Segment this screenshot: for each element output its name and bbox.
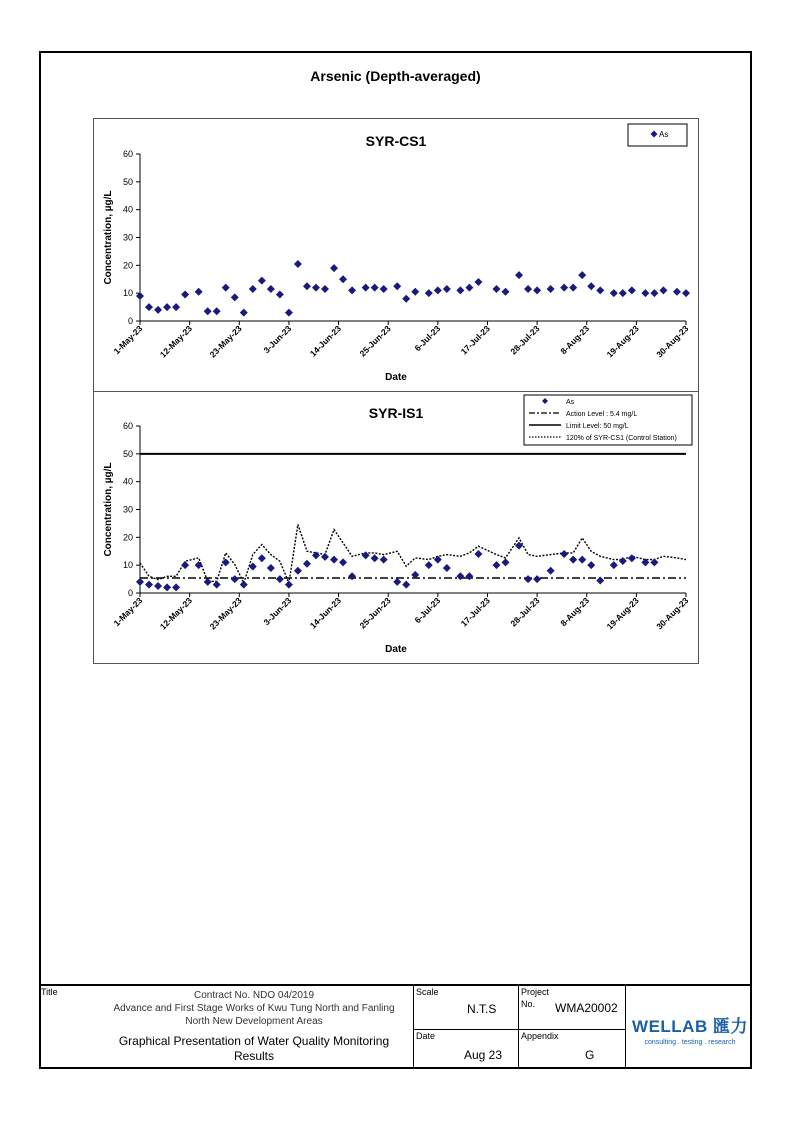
x-tick-label: 19-Aug-23 <box>604 595 641 632</box>
y-tick-label: 30 <box>122 232 133 243</box>
data-point <box>213 307 221 315</box>
data-point <box>596 286 604 294</box>
data-point <box>515 271 523 279</box>
data-point <box>154 306 162 314</box>
data-point <box>456 572 464 580</box>
x-tick-label: 28-Jul-23 <box>508 595 542 629</box>
data-point <box>380 556 388 564</box>
y-axis-label: Concentration, µg/L <box>103 190 114 285</box>
title-block <box>39 984 752 1069</box>
data-point <box>276 291 284 299</box>
appendix-value: G <box>585 1048 595 1062</box>
x-tick-label: 30-Aug-23 <box>654 595 691 632</box>
x-tick-label: 12-May-23 <box>157 595 195 632</box>
data-point <box>560 284 568 292</box>
x-tick-label: 14-Jun-23 <box>307 595 343 631</box>
appendix-label: Appendix <box>521 1031 559 1041</box>
data-point <box>434 556 442 564</box>
x-tick-label: 1-May-23 <box>111 595 145 629</box>
x-tick-label: 25-Jun-23 <box>357 595 393 631</box>
y-tick-label: 20 <box>122 260 133 271</box>
data-point <box>465 572 473 580</box>
chart-title: SYR-CS1 <box>365 133 427 149</box>
data-point <box>339 275 347 283</box>
data-point <box>524 285 532 293</box>
data-point <box>659 286 667 294</box>
data-point <box>547 285 555 293</box>
chart-syr-is1 <box>93 391 699 664</box>
x-tick-label: 23-May-23 <box>207 595 244 632</box>
data-point <box>181 561 189 569</box>
y-tick-label: 40 <box>122 476 133 487</box>
data-point <box>204 578 212 586</box>
x-tick-label: 8-Aug-23 <box>558 595 592 629</box>
x-tick-label: 30-Aug-23 <box>654 323 691 360</box>
x-tick-label: 1-May-23 <box>111 323 145 357</box>
data-point <box>294 567 302 575</box>
data-point <box>596 576 604 584</box>
data-point <box>145 303 153 311</box>
data-point <box>502 288 510 296</box>
data-point <box>213 581 221 589</box>
x-tick-label: 3-Jun-23 <box>261 323 294 356</box>
scale-value: N.T.S <box>467 1002 497 1016</box>
data-point <box>492 285 500 293</box>
chart-syr-cs1 <box>93 118 699 391</box>
data-point <box>402 295 410 303</box>
x-tick-label: 12-May-23 <box>157 323 195 360</box>
data-point <box>578 271 586 279</box>
data-point <box>371 554 379 562</box>
data-point <box>267 285 275 293</box>
legend-box <box>628 124 687 146</box>
y-tick-label: 10 <box>122 560 133 571</box>
y-tick-label: 10 <box>122 288 133 299</box>
data-point <box>393 578 401 586</box>
data-point <box>240 309 248 317</box>
logo-wordmark: WELLAB 匯力 <box>632 1017 748 1036</box>
data-point <box>181 291 189 299</box>
x-tick-label: 3-Jun-23 <box>261 595 294 628</box>
x-tick-label: 28-Jul-23 <box>508 323 542 357</box>
y-axis-label: Concentration, µg/L <box>103 462 114 557</box>
data-point <box>393 282 401 290</box>
y-tick-label: 0 <box>127 588 133 598</box>
data-point <box>524 575 532 583</box>
data-point <box>321 285 329 293</box>
scale-label: Scale <box>416 987 439 997</box>
page-title: Arsenic (Depth-averaged) <box>310 68 481 84</box>
data-point <box>285 309 293 317</box>
data-point <box>628 554 636 562</box>
data-point <box>610 289 618 297</box>
data-point <box>533 286 541 294</box>
legend-label: 120% of SYR-CS1 (Control Station) <box>566 435 677 442</box>
data-point <box>502 558 510 566</box>
x-tick-label: 17-Jul-23 <box>458 595 492 629</box>
data-point <box>136 578 144 586</box>
data-point <box>474 278 482 286</box>
data-point <box>610 561 618 569</box>
data-point <box>569 556 577 564</box>
row-divider <box>413 1029 625 1030</box>
data-point <box>619 557 627 565</box>
data-point <box>371 284 379 292</box>
data-point <box>628 286 636 294</box>
data-point <box>443 285 451 293</box>
data-point <box>276 575 284 583</box>
y-tick-label: 40 <box>122 204 133 215</box>
data-point <box>619 289 627 297</box>
data-point <box>560 550 568 558</box>
data-point <box>303 282 311 290</box>
data-point <box>172 583 180 591</box>
column-divider <box>625 986 626 1069</box>
column-divider <box>413 986 414 1069</box>
x-tick-label: 8-Aug-23 <box>558 323 592 357</box>
y-tick-label: 50 <box>122 448 133 459</box>
data-point <box>425 289 433 297</box>
data-point <box>222 558 230 566</box>
data-point <box>285 581 293 589</box>
wellab-logo <box>631 1012 749 1046</box>
data-point <box>330 264 338 272</box>
y-tick-label: 60 <box>122 149 133 159</box>
column-divider <box>518 986 519 1069</box>
y-tick-label: 60 <box>122 421 133 431</box>
data-point <box>339 558 347 566</box>
date-value: Aug 23 <box>464 1048 503 1062</box>
data-point <box>321 553 329 561</box>
data-point <box>578 556 586 564</box>
data-point <box>231 575 239 583</box>
data-point <box>145 581 153 589</box>
contract-line: North New Development Areas <box>185 1016 323 1027</box>
x-tick-label: 6-Jul-23 <box>412 323 443 354</box>
y-tick-label: 20 <box>122 532 133 543</box>
x-tick-label: 17-Jul-23 <box>458 323 492 357</box>
data-point <box>456 286 464 294</box>
contract-line: Contract No. NDO 04/2019 <box>193 990 315 1001</box>
data-point <box>547 567 555 575</box>
legend-label: Limit Level: 50 mg/L <box>566 423 629 430</box>
x-tick-label: 14-Jun-23 <box>307 323 343 359</box>
data-point <box>163 583 171 591</box>
data-point <box>411 288 419 296</box>
data-point <box>650 289 658 297</box>
project-label: Project <box>521 987 550 997</box>
legend-label: As <box>659 130 669 139</box>
x-tick-label: 6-Jul-23 <box>412 595 443 626</box>
data-point <box>249 285 257 293</box>
data-point <box>172 303 180 311</box>
data-point <box>425 561 433 569</box>
y-tick-label: 30 <box>122 504 133 515</box>
data-point <box>587 282 595 290</box>
data-point <box>312 284 320 292</box>
data-point <box>154 582 162 590</box>
data-point <box>249 563 257 571</box>
x-axis-label: Date <box>385 372 407 383</box>
date-label: Date <box>416 1031 436 1041</box>
data-point <box>258 554 266 562</box>
title-label: Title <box>41 987 58 997</box>
data-point <box>443 564 451 572</box>
y-tick-label: 50 <box>122 176 133 187</box>
data-point <box>204 307 212 315</box>
x-tick-label: 23-May-23 <box>207 323 244 360</box>
y-tick-label: 0 <box>127 316 133 326</box>
logo-tagline: consulting . testing . research <box>644 1039 736 1046</box>
data-point <box>330 556 338 564</box>
data-point <box>348 572 356 580</box>
data-point <box>258 277 266 285</box>
data-point <box>231 293 239 301</box>
legend-label: As <box>566 399 575 406</box>
contract-line: Advance and First Stage Works of Kwu Tung North and Fanling <box>113 1003 395 1014</box>
data-point <box>240 581 248 589</box>
contract-text <box>99 989 409 1028</box>
project-number: WMA20002 <box>555 1001 618 1015</box>
chart-title: SYR-IS1 <box>368 405 424 421</box>
x-tick-label: 25-Jun-23 <box>357 323 393 359</box>
data-point <box>569 284 577 292</box>
data-point <box>465 284 473 292</box>
data-point <box>294 260 302 268</box>
data-point <box>348 286 356 294</box>
data-point <box>474 550 482 558</box>
data-point <box>312 551 320 559</box>
legend-label: Action Level : 5.4 mg/L <box>566 411 638 418</box>
data-point <box>222 284 230 292</box>
x-axis-label: Date <box>385 644 407 655</box>
data-point <box>673 288 681 296</box>
data-point <box>587 561 595 569</box>
data-point <box>195 561 203 569</box>
data-point <box>267 564 275 572</box>
data-point <box>195 288 203 296</box>
data-point <box>492 561 500 569</box>
x-tick-label: 19-Aug-23 <box>604 323 641 360</box>
data-point <box>533 575 541 583</box>
data-point <box>682 289 690 297</box>
data-point <box>402 581 410 589</box>
data-point <box>303 560 311 568</box>
project-no-label: No. <box>521 999 536 1009</box>
drawing-description: Graphical Presentation of Water Quality Monitoring Results <box>118 1034 390 1063</box>
data-point <box>163 303 171 311</box>
data-point <box>380 285 388 293</box>
data-point <box>434 286 442 294</box>
data-point <box>362 284 370 292</box>
data-point <box>641 289 649 297</box>
